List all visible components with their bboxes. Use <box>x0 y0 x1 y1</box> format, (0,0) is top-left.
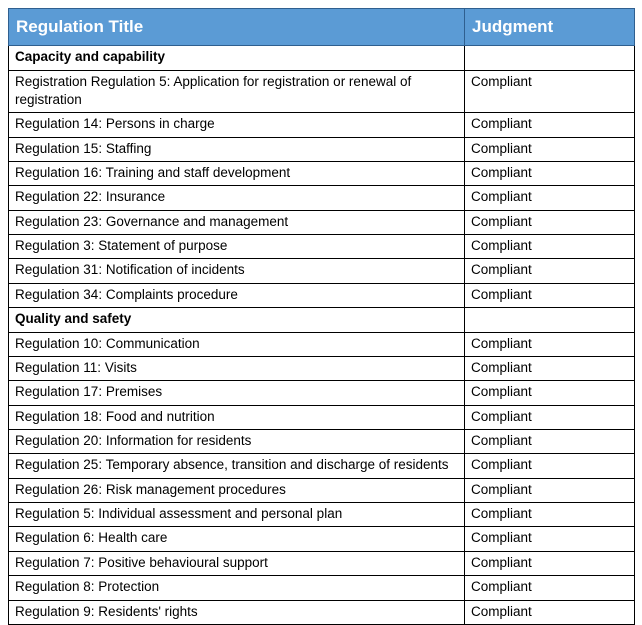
regulation-title-cell: Regulation 6: Health care <box>9 527 465 551</box>
section-title-cell: Capacity and capability <box>9 46 465 70</box>
judgment-cell: Compliant <box>465 113 635 137</box>
table-section-row <box>9 308 635 332</box>
judgment-cell: Compliant <box>465 70 635 113</box>
table-row <box>9 551 635 575</box>
table-header-row <box>9 9 635 46</box>
regulation-title-cell: Regulation 22: Insurance <box>9 186 465 210</box>
table-row <box>9 503 635 527</box>
table-section-row <box>9 46 635 70</box>
table-row <box>9 259 635 283</box>
regulation-title-cell: Regulation 31: Notification of incidents <box>9 259 465 283</box>
regulation-title-cell: Regulation 14: Persons in charge <box>9 113 465 137</box>
regulation-title-cell: Regulation 11: Visits <box>9 356 465 380</box>
judgment-cell: Compliant <box>465 503 635 527</box>
judgment-cell <box>465 308 635 332</box>
section-title-cell: Quality and safety <box>9 308 465 332</box>
judgment-cell: Compliant <box>465 137 635 161</box>
regulation-title-cell: Regulation 9: Residents' rights <box>9 600 465 624</box>
judgment-cell: Compliant <box>465 527 635 551</box>
judgment-cell: Compliant <box>465 186 635 210</box>
table-body <box>9 46 635 625</box>
regulation-title-cell: Registration Regulation 5: Application for registration or renewal of registration <box>9 70 465 113</box>
table-row <box>9 332 635 356</box>
table-row <box>9 137 635 161</box>
regulation-compliance-table <box>8 8 635 625</box>
judgment-cell: Compliant <box>465 332 635 356</box>
table-row <box>9 162 635 186</box>
regulation-title-cell: Regulation 25: Temporary absence, transition and discharge of residents <box>9 454 465 478</box>
judgment-cell: Compliant <box>465 259 635 283</box>
table-row <box>9 478 635 502</box>
judgment-cell: Compliant <box>465 551 635 575</box>
regulation-title-cell: Regulation 20: Information for residents <box>9 430 465 454</box>
judgment-cell: Compliant <box>465 430 635 454</box>
judgment-cell: Compliant <box>465 454 635 478</box>
regulation-title-cell: Regulation 10: Communication <box>9 332 465 356</box>
table-row <box>9 113 635 137</box>
regulation-title-cell: Regulation 34: Complaints procedure <box>9 283 465 307</box>
column-header-regulation-title: Regulation Title <box>9 9 465 46</box>
regulation-title-cell: Regulation 7: Positive behavioural support <box>9 551 465 575</box>
judgment-cell: Compliant <box>465 381 635 405</box>
table-row <box>9 283 635 307</box>
table-header <box>9 9 635 46</box>
judgment-cell: Compliant <box>465 405 635 429</box>
column-header-judgment: Judgment <box>465 9 635 46</box>
judgment-cell: Compliant <box>465 235 635 259</box>
table-row <box>9 235 635 259</box>
regulation-title-cell: Regulation 5: Individual assessment and personal plan <box>9 503 465 527</box>
regulation-title-cell: Regulation 8: Protection <box>9 576 465 600</box>
table-row <box>9 356 635 380</box>
regulation-title-cell: Regulation 26: Risk management procedures <box>9 478 465 502</box>
regulation-title-cell: Regulation 17: Premises <box>9 381 465 405</box>
table-row <box>9 186 635 210</box>
judgment-cell: Compliant <box>465 162 635 186</box>
table-row <box>9 381 635 405</box>
table-row <box>9 405 635 429</box>
table-row <box>9 454 635 478</box>
table-row <box>9 430 635 454</box>
judgment-cell <box>465 46 635 70</box>
judgment-cell: Compliant <box>465 600 635 624</box>
judgment-cell: Compliant <box>465 576 635 600</box>
regulation-title-cell: Regulation 16: Training and staff development <box>9 162 465 186</box>
judgment-cell: Compliant <box>465 478 635 502</box>
judgment-cell: Compliant <box>465 283 635 307</box>
table-row <box>9 600 635 624</box>
regulation-title-cell: Regulation 15: Staffing <box>9 137 465 161</box>
table-row <box>9 210 635 234</box>
regulation-title-cell: Regulation 23: Governance and management <box>9 210 465 234</box>
regulation-title-cell: Regulation 3: Statement of purpose <box>9 235 465 259</box>
regulation-title-cell: Regulation 18: Food and nutrition <box>9 405 465 429</box>
judgment-cell: Compliant <box>465 356 635 380</box>
judgment-cell: Compliant <box>465 210 635 234</box>
table-row <box>9 576 635 600</box>
table-row <box>9 70 635 113</box>
table-row <box>9 527 635 551</box>
